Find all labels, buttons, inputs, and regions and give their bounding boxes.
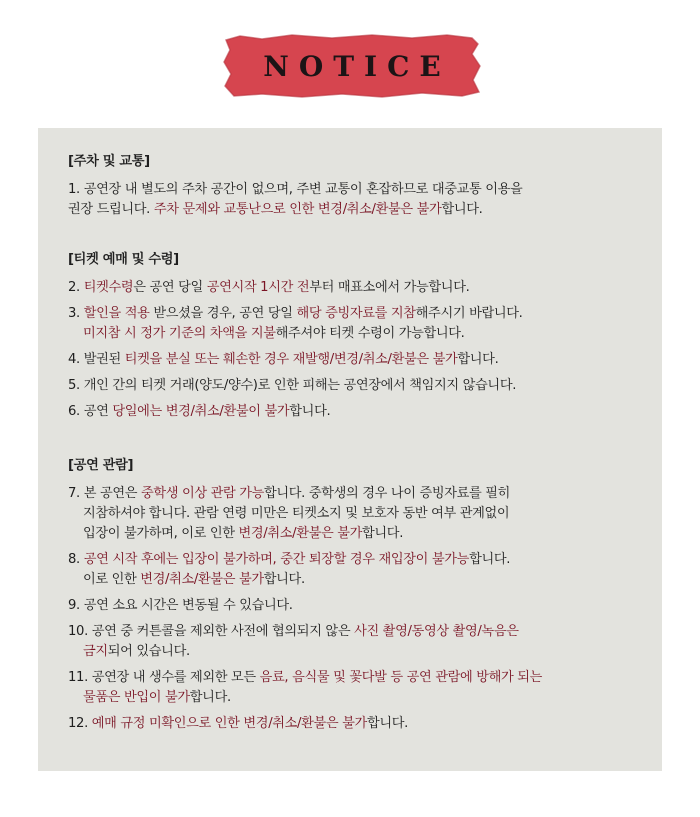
item-text: 합니다. 중학생의 경우 나이 증빙자료를 필히: [264, 486, 511, 501]
highlight-text: 변경/취소/환불은 불가: [238, 526, 363, 541]
notice-item-9: 9. 공연 소요 시간은 변동될 수 있습니다.: [68, 598, 293, 613]
highlight-text: 변경/취소/환불은 불가: [140, 572, 264, 587]
item-text: 합니다.: [189, 690, 231, 705]
item-text: 이로 인한: [83, 572, 141, 587]
item-text: 10. 공연 중 커튼콜을 제외한 사전에 협의되지 않은: [68, 624, 355, 639]
notice-banner: [222, 34, 482, 98]
item-line: [68, 550, 648, 570]
item-text: 12.: [68, 716, 92, 731]
item-line: [68, 642, 648, 662]
notice-item-3: [68, 304, 648, 344]
item-text: 합니다.: [289, 404, 331, 419]
item-line: [68, 200, 648, 220]
notice-item-6: [68, 402, 648, 422]
item-text: 입장이 불가하며, 이로 인한: [83, 526, 239, 541]
item-line: [68, 688, 648, 708]
highlight-text: 미지참 시 정가 기준의 차액을 지불: [83, 326, 276, 341]
item-text: 합니다.: [362, 526, 404, 541]
item-text: 합니다.: [366, 716, 408, 731]
item-line: [68, 484, 648, 504]
item-line: [68, 570, 648, 590]
notice-item-7: [68, 484, 648, 544]
highlight-text: 주차 문제와 교통난으로 인한 변경/취소/환불은 불가: [153, 202, 442, 217]
item-text: 지참하셔야 합니다. 관람 연령 미만은 티켓소지 및 보호자 동반 여부 관계없이: [83, 506, 510, 521]
notice-content: [68, 152, 648, 740]
item-text: 해주셔야 티켓 수령이 가능합니다.: [275, 326, 465, 341]
section-title-ticket: [티켓 예매 및 수령]: [68, 252, 179, 267]
highlight-text: 할인을 적용: [83, 306, 150, 321]
highlight-text: 금지: [83, 644, 108, 659]
section-title-parking: [주차 및 교통]: [68, 154, 150, 169]
highlight-text: 예매 규정 미확인으로 인한 변경/취소/환불은 불가: [91, 716, 367, 731]
item-text: 은 공연 당일: [133, 280, 207, 295]
item-text: 합니다.: [263, 572, 305, 587]
highlight-text: 공연시작 1시간 전: [206, 280, 310, 295]
item-text: 2.: [68, 280, 84, 295]
item-line: [68, 324, 648, 344]
notice-item-2: [68, 278, 648, 298]
highlight-text: 사진 촬영/동영상 촬영/녹음은: [354, 624, 519, 639]
item-text: 합니다.: [441, 202, 483, 217]
highlight-text: 음료, 음식물 및 꽃다발 등 공연 관람에 방해가 되는: [259, 670, 543, 685]
highlight-text: 해당 증빙자료를 지참: [296, 306, 416, 321]
notice-item-1: [68, 180, 648, 220]
highlight-text: 티켓수령: [83, 280, 134, 295]
highlight-text: 물품은 반입이 불가: [83, 690, 190, 705]
item-text: 8.: [68, 552, 84, 567]
section-title-watching: [공연 관람]: [68, 458, 134, 473]
notice-item-10: [68, 622, 648, 662]
notice-item-8: [68, 550, 648, 590]
notice-item-5: 5. 개인 간의 티켓 거래(양도/양수)로 인한 피해는 공연장에서 책임지지 않습니다.: [68, 378, 517, 393]
item-line: [68, 304, 648, 324]
item-text: 1. 공연장 내 별도의 주차 공간이 없으며, 주변 교통이 혼잡하므로 대중교통 이용을: [68, 182, 523, 197]
item-text: 7. 본 공연은: [68, 486, 141, 501]
item-line: [68, 524, 648, 544]
item-text: 합니다.: [457, 352, 499, 367]
highlight-text: 공연 시작 후에는 입장이 불가하며, 중간 퇴장할 경우 재입장이 불가능: [83, 552, 470, 567]
item-text: 11. 공연장 내 생수를 제외한 모든: [68, 670, 260, 685]
notice-title: NOTICE: [263, 49, 451, 83]
item-text: 3.: [68, 306, 84, 321]
item-line: [68, 668, 648, 688]
item-text: 6. 공연: [68, 404, 113, 419]
notice-item-12: [68, 714, 648, 734]
notice-item-11: [68, 668, 648, 708]
highlight-text: 티켓을 분실 또는 훼손한 경우 재발행/변경/취소/환불은 불가: [124, 352, 458, 367]
item-line: [68, 622, 648, 642]
highlight-text: 중학생 이상 관람 가능: [140, 486, 264, 501]
item-text: 부터 매표소에서 가능합니다.: [309, 280, 470, 295]
item-text: 해주시기 바랍니다.: [415, 306, 523, 321]
item-text: 받으셨을 경우, 공연 당일: [149, 306, 297, 321]
highlight-text: 당일에는 변경/취소/환불이 불가: [112, 404, 290, 419]
notice-item-4: [68, 350, 648, 370]
item-text: 4. 발권된: [68, 352, 125, 367]
item-text: 권장 드립니다.: [68, 202, 154, 217]
item-text: 되어 있습니다.: [107, 644, 190, 659]
item-text: 합니다.: [469, 552, 511, 567]
